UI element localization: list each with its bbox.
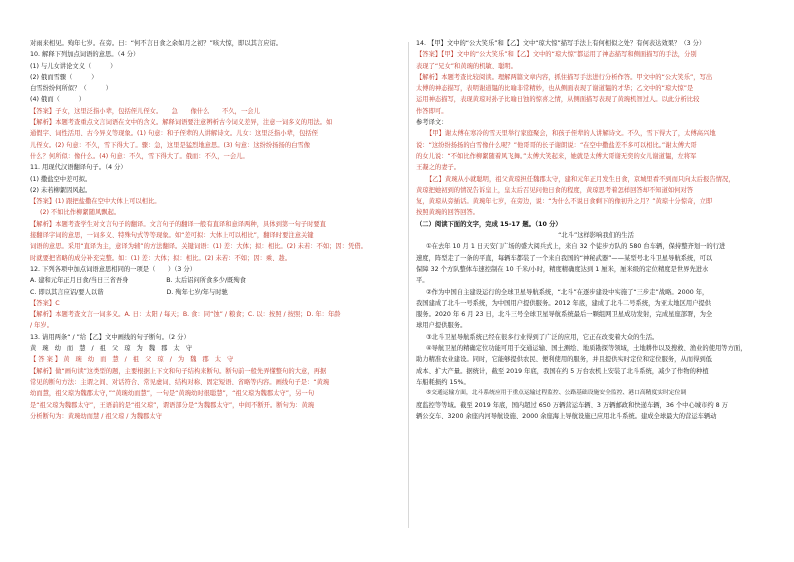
- text-line: 车船耗损约 15%。: [416, 378, 470, 386]
- answer-analysis-line: 【解析】本题考查文言一词多义。A. 日：太阳 / 每天；B. 食：同“蚀” / 粮食；C. 以：按照 / 按照；D. 年：年龄: [30, 311, 341, 319]
- text-line: ①在去年 10 月 1 日天安门广场的盛大阅兵式上，来自 32 个徒步方队的 580 台车辆，保持整齐划一的行进: [426, 243, 726, 251]
- answer-analysis-line: 【答案】【甲】文中的“公大笑乐”和【乙】文中的“琼大惊”都运用了神态描写和侧面描写的手法，分别: [416, 51, 697, 59]
- text-line: (1) 撒盐空中差可拟。: [30, 175, 92, 183]
- text-line: ⑤交通运输方面，北斗系统应用于重点运输过程监控、公路基础设施安全监控、港口高精度实时定位调: [426, 390, 687, 397]
- text-line: ②作为中国自主建设运行的全球卫星导航系统，“北斗”在逐步建设中实施了“三步走”战略。2000 年，: [426, 288, 709, 296]
- text-line: ③北斗卫星导航系统已经在很多行业得到了广泛的应用，它正在改变着大众的生活。: [426, 333, 659, 341]
- answer-analysis-line: 【解析】本题考查学生对文言句子的翻译。文言句子的翻译一般有直译和意译两种，具体到第一句子时要直: [30, 220, 326, 228]
- text-line: 度监控等等域。截至 2019 年底，国内超过 650 万辆营运车辆、3 万辆邮政和快递车辆，36 个中心城市约 8 万: [416, 401, 728, 409]
- answer-analysis-line: 词语的意思。采用“直译为主，意译为辅”的方法翻译。关键词语：(1) 差：大体；拟：相比。(2) 未若：不如；因：凭借。: [30, 243, 367, 251]
- answer-analysis-line: 通假字、词性活用、古今异义等现象。(1) 句意：和子侄辈的人讲解诗文。儿女：这里泛指小辈，包括侄: [30, 130, 318, 138]
- answer-analysis-line: 的女儿说：“不如比作柳絮随着风飞舞。”太傅大笑起来，她就是太傅大哥谢无奕的女儿谢道韫，左将军: [416, 152, 697, 160]
- answer-analysis-line: 【解析】本题考查重点文言词语在文中的含义。解释词语要注意辨析古今词义差异，注意一词多义的用法。如: [30, 119, 333, 127]
- text-line: (4) 俄而（ ）: [30, 96, 85, 104]
- answer-analysis-line: 时就要把省略的成分补充完整。如：(1) 差：大体；拟：相比。(2) 未若：不如；因：乘、趁。: [30, 254, 292, 262]
- text-line: C. 即以其言应诏/要人以谐 D. 殉年七岁/年与时驰: [30, 288, 228, 296]
- answer-analysis-line: 常见的断句方法：主谓之间、对话符合、常见虚词、结构对称、固定短语、省略等内容。画线句子是：“黄琬: [30, 378, 330, 386]
- article-title: “北斗”这样影响我们的生活: [558, 232, 634, 240]
- text-line: 成本、扩大产量。据统计，截至 2019 年底，我国在约 5 万台农机上安装了北斗系统，减少了作物的种植: [416, 367, 709, 375]
- answer-analysis-line: 说：“这纷纷扬扬的白雪像什么呢？”他哥哥的长子谢朗说：“在空中撒盐差不多可以相比。”谢太傅大哥: [416, 141, 697, 149]
- answer-analysis-line: 【解析】本题考查比较阅读。理解两篇文章内容，抓住描写手法进行分析作答。甲文中的“公大笑乐”，写出: [416, 73, 713, 81]
- text-line: 辆公交车、3200 余座内河导航设施、2000 余座海上导航设施已应用北斗系统。建成全球最大的营运车辆动: [416, 413, 717, 421]
- section-heading: （二）阅读下面的文字，完成 15-17 题。（10 分）: [416, 220, 562, 228]
- question-line: 11. 用现代汉语翻译句子。（4 分）: [30, 164, 127, 172]
- text-line: 服务。2020 年 6 月 23 日，北斗三号全球卫星导航系统最后一颗组网卫星成功发射，完成星座部署，为全: [416, 311, 713, 319]
- question-line: 14. 【甲】文中的“公大笑乐”和【乙】文中“琼大惊”描写手法上有何相似之处？有何表达效果？（3 分）: [416, 40, 706, 47]
- answer-analysis-line: 【答案】(1) 跟把盐撒在空中大体上可以相比。: [30, 198, 161, 206]
- answer-analysis-line: 【乙】黄琬从小就聪明，祖父黄琼担任魏郡太守，建和元年正月发生日食，京城里看不到而只向太后报告情况，: [426, 175, 735, 183]
- answer-analysis-line: 复，黄琼从旁插话。黄琬年七岁，在旁边，说：“为什么不说日食剩下的像初升之月？”黄琼十分惊奇，立即: [416, 198, 713, 206]
- text-line: (1) 与儿女讲论文义（ ）: [30, 62, 117, 70]
- text-line: (2) 俄而雪骤（ ）: [30, 73, 98, 81]
- text-line: (2) 未若柳絮因风起。: [30, 186, 92, 194]
- left-column: [30, 38, 390, 422]
- answer-analysis-line: (2) 不如比作柳絮随风飘起。: [40, 209, 121, 217]
- answer-analysis-line: 【答案】C: [30, 299, 60, 307]
- answer-analysis-line: 【甲】谢太傅在寒冷的雪天里举行家庭聚会，和孩子侄辈的人讲解诗文。不久，雪下得大了，太傅高兴地: [426, 130, 716, 138]
- answer-analysis-line: / 年岁。: [30, 322, 54, 330]
- question-line: 13. 请用两条“ / ”给【乙】文中画线的句子断句。（2 分）: [30, 333, 190, 341]
- answer-analysis-line: 儿侄女。(2) 句意：不久，雪下得大了。骤：急，这里是猛烈地意思。(3) 句意：这纷纷扬扬的白雪像: [30, 141, 311, 149]
- question-line: 10. 解释下列加点词语的意思。（4 分）: [30, 51, 140, 59]
- text-line: 白雪纷纷何所似？（ ）: [30, 85, 112, 93]
- text-line: 对雨来相见。殉年七岁。在旁。曰：“何不言日食之余如月之初？”咳大惊，即以其言应诏。: [30, 40, 283, 47]
- question-line: 12. 下列各项中加点词语意思相同的一项是（ ）（3 分）: [30, 265, 196, 273]
- text-line: 参考译文：: [416, 119, 448, 127]
- answer-analysis-line: 什么？何所似：像什么。(4) 句意：不久，雪下得大了。俄而：不久，一会儿。: [30, 152, 249, 160]
- text-line: 助力精准农业建设。同时，它能够提供农民、便利使用的服务，并且提供实时定位和定位服务，从而得到低: [416, 356, 712, 364]
- answer-analysis-line: 幼而慧，祖父琼为魏郡太守，”“黄琬幼而慧”，一句是“黄琬幼时很聪慧”，“祖父琼为魏郡太守”，另一句: [30, 390, 315, 398]
- answer-analysis-line: 运用神态描写，表现黄琼对孙子比喻日蚀的惊喜之情，从侧面描写表现了黄琬机智过人。以此分析比较: [416, 96, 700, 104]
- right-column: [416, 38, 776, 422]
- text-line: 速度，阵型走了一条的平直，每辆车都装了一个来自我国的“神秘武器”——某型号北斗卫星导航系统，可以: [416, 254, 713, 262]
- answer-analysis-line: 接翻译字词的意思，一词多义、特殊句式等等现象。如“差可拟：大体上可以相比”，翻译时要注意关键: [30, 232, 314, 240]
- answer-analysis-line: 王凝之的妻子。: [416, 164, 461, 172]
- answer-analysis-line: 表现了“兄女”和黄琬的机敏、聪明。: [416, 62, 517, 70]
- document-page: [24, 38, 774, 538]
- answer-analysis-line: 【解析】做“画句读”这类型的题，主要根据上下文和句子结构来断句。断句前一般先弄懂整句的大意，再据: [30, 367, 327, 375]
- text-line: 黄 琬 幼 而 慧 / 祖 父 琼 为 魏 郡 太 守: [30, 345, 195, 353]
- text-line: 保障 32 个方队整体车速控制在 10 千米/小时，精度精确度达到 1 厘米，厘米级的定位精度是世界先进水: [416, 265, 709, 273]
- text-line: 球用户提供服务。: [416, 322, 467, 330]
- answer-analysis-line: 按照黄琬的回答回答。: [416, 209, 479, 217]
- column-divider: [408, 42, 409, 528]
- answer-analysis-line: 作答即可。: [416, 107, 448, 115]
- text-line: A. 建和元年正月日食/当日三省吾身 B. 太后诏问所食多少/既殉食: [30, 277, 246, 285]
- answer-analysis-line: 是“祖父琼为魏郡太守”，王语前的是“祖父琼”，谓语部分是“为魏郡太守”，中间不断开。断句为：黄琬: [30, 401, 315, 409]
- text-line: ④导航卫星的精确定位功能可用于交通运输、国土测绘、地质勘探等领域，土地耕作以及搜救、渔业的使用等方面，: [426, 345, 747, 353]
- answer-analysis-line: 太傅的神态描写，表明谢道韫的比喻非常精妙，也从侧面表现了谢道韫的才华；乙文中的“琼大惊”是: [416, 85, 694, 93]
- answer-analysis-line: 分析断句为：黄琬幼而慧 / 祖父琼 / 为魏郡太守: [30, 412, 162, 420]
- answer-analysis-line: 黄琼把她初到的情况告诉皇上，皇太后召见问他日食的程度，黄琼思考着怎样回答却不知道如何对答: [416, 186, 694, 194]
- answer-analysis-line: 【答案】子女，这里泛指小辈，包括侄儿侄女。 急 像什么 不久，一会儿: [30, 107, 260, 115]
- text-line: 平。: [416, 277, 429, 285]
- answer-analysis-line: 【答案】黄 琬 幼 而 慧 / 祖 父 琼 / 为 魏 郡 太 守: [30, 356, 236, 364]
- text-line: 我国建成了北斗一号系统，为中国用户提供服务。2012 年底，建成了北斗二号系统，为亚太地区用户提供: [416, 299, 712, 307]
